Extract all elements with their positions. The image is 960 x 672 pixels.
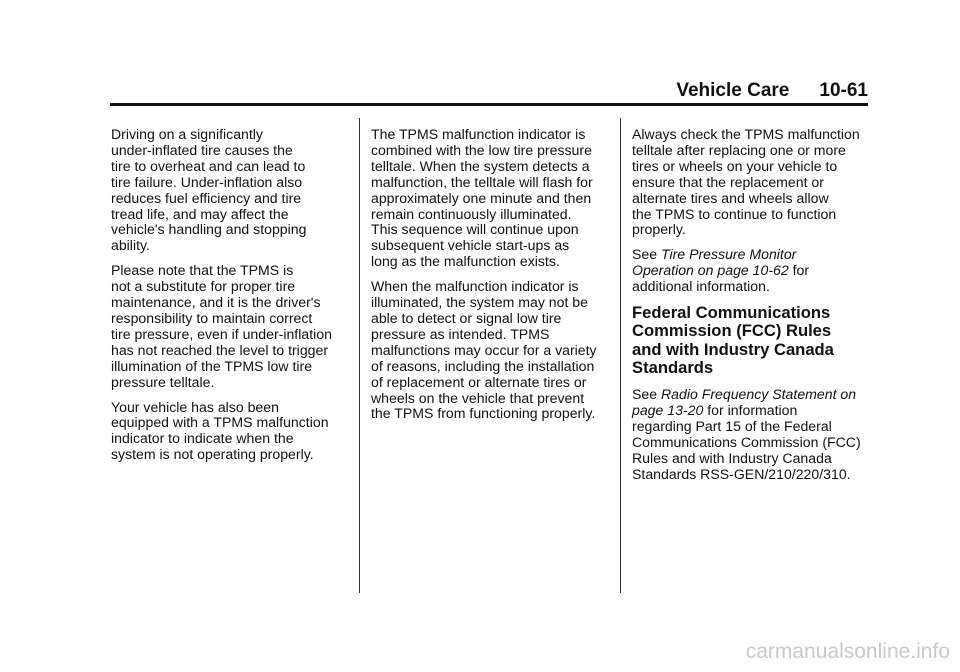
reference-suffix: for additional information. <box>632 262 810 295</box>
cross-reference-link[interactable]: Tire Pressure Monitor Operation on page 10-62 <box>632 246 797 279</box>
column-3 <box>632 127 867 492</box>
cross-reference-link[interactable]: Radio Frequency Statement on page 13-20 <box>632 386 857 419</box>
paragraph: Your vehicle has also been equipped with a TPMS malfunction indicator to indicate when the system is not operating properly. <box>111 398 329 463</box>
column-2 <box>371 127 606 431</box>
paragraph: Please note that the TPMS is not a substitute for proper tire maintenance, and it is the driver's responsibility to maintain correct tire pressure, even if under-inflation has not reached the level to trigger illumination of the TPMS low tire pressure telltale. <box>111 262 332 390</box>
watermark: carmanualsonline.info <box>745 640 950 663</box>
paragraph: The TPMS malfunction indicator is combined with the low tire pressure telltale. When the system detects a malfunction, the telltale will flash for approximately one minute and then remain continuously illuminated. This sequence will continue upon subsequent vehicle start-ups as long as the malfunction exists. <box>371 126 593 270</box>
reference-suffix: for information regarding Part 15 of the Federal Communications Commission (FCC) Rules and with Industry Canada Standards RSS-GEN/210/220/310. <box>632 402 861 482</box>
paragraph-see-reference <box>632 247 867 295</box>
column-divider <box>359 118 360 593</box>
paragraph: When the malfunction indicator is illuminated, the system may not be able to detect or signal low tire pressure as intended. TPMS malfunctions may occur for a variety of reasons, including the installation of replacement or alternate tires or wheels on the vehicle that prevent the TPMS from functioning properly. <box>371 278 597 422</box>
column-1 <box>111 127 346 472</box>
section-title: Vehicle Care <box>676 80 790 101</box>
see-label: See <box>632 386 661 403</box>
page-number: 10-61 <box>819 80 868 101</box>
header-rule <box>110 103 868 106</box>
column-divider <box>620 118 621 593</box>
paragraph: Always check the TPMS malfunction telltale after replacing one or more tires or wheels on your vehicle to ensure that the replacement or alternate tires and wheels allow the TPMS to continue to function properly. <box>632 126 860 238</box>
section-heading: Federal Communications Commission (FCC) Rules and with Industry Canada Standards <box>632 303 834 377</box>
see-label: See <box>632 246 661 263</box>
paragraph: Driving on a significantly under-inflated tire causes the tire to overheat and can lead to tire failure. Under-inflation also reduces fuel efficiency and tire tread life, and may affect the vehicle's handling and stopping ability. <box>111 126 307 254</box>
paragraph-see-reference <box>632 387 867 482</box>
page-header <box>110 80 868 102</box>
